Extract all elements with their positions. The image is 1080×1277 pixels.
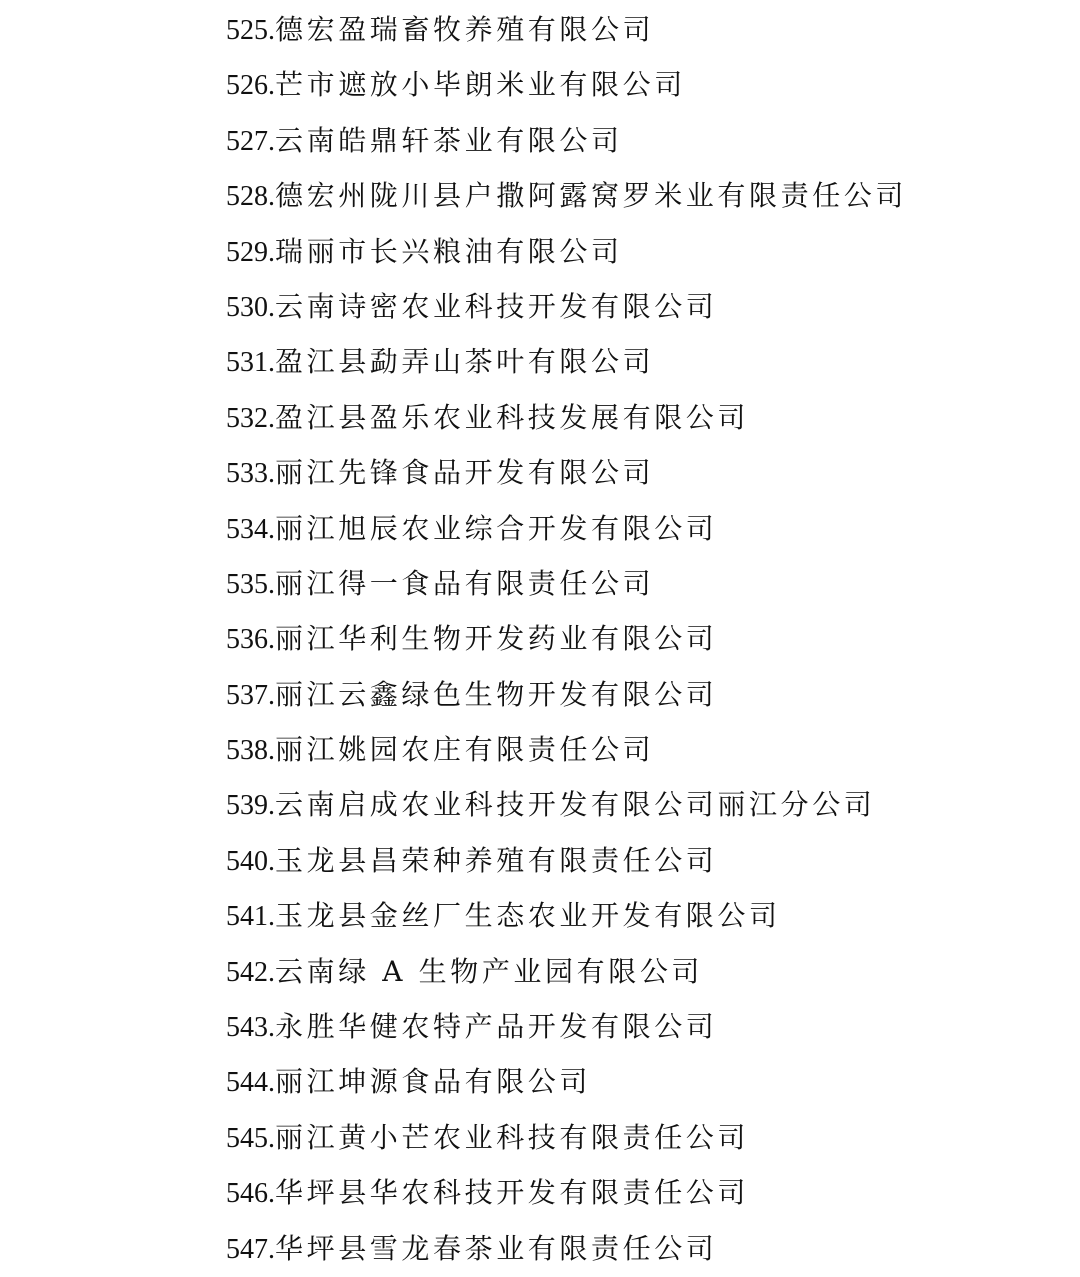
list-item xyxy=(226,944,1046,999)
company-name: 芒市遮放小毕朗米业有限公司 xyxy=(275,68,686,102)
list-item xyxy=(226,1110,1046,1165)
company-name: 丽江坤源食品有限公司 xyxy=(275,1065,592,1099)
company-list xyxy=(226,2,1046,1276)
company-name: 云南诗密农业科技开发有限公司 xyxy=(275,289,718,323)
list-item xyxy=(226,611,1046,666)
list-item xyxy=(226,445,1046,500)
list-item xyxy=(226,888,1046,943)
entry-number: 547. xyxy=(226,1233,275,1265)
list-item xyxy=(226,777,1046,832)
company-name: 华坪县华农科技开发有限责任公司 xyxy=(275,1176,750,1210)
entry-number: 534. xyxy=(226,513,275,545)
company-name: 丽江先锋食品开发有限公司 xyxy=(275,456,655,490)
list-item xyxy=(226,667,1046,722)
list-item xyxy=(226,501,1046,556)
company-name: 云南绿 A 生物产业园有限公司 xyxy=(275,954,704,988)
entry-number: 535. xyxy=(226,568,275,600)
entry-number: 537. xyxy=(226,679,275,711)
list-item xyxy=(226,833,1046,888)
list-item xyxy=(226,1165,1046,1220)
entry-number: 525. xyxy=(226,15,275,46)
entry-number: 541. xyxy=(226,901,275,933)
list-item xyxy=(226,334,1046,389)
entry-number: 546. xyxy=(226,1178,275,1210)
company-name: 盈江县勐弄山茶叶有限公司 xyxy=(275,345,655,379)
company-name: 丽江得一食品有限责任公司 xyxy=(275,566,655,600)
company-name: 瑞丽市长兴粮油有限公司 xyxy=(275,234,623,268)
entry-number: 531. xyxy=(226,347,275,379)
entry-number: 532. xyxy=(226,402,275,434)
list-item xyxy=(226,1054,1046,1109)
entry-number: 530. xyxy=(226,291,275,323)
company-name: 盈江县盈乐农业科技发展有限公司 xyxy=(275,400,750,434)
list-item xyxy=(226,279,1046,334)
list-item xyxy=(226,224,1046,279)
list-item xyxy=(226,168,1046,223)
list-item xyxy=(226,57,1046,112)
list-item xyxy=(226,2,1046,57)
list-item xyxy=(226,722,1046,777)
entry-number: 536. xyxy=(226,624,275,656)
company-name: 永胜华健农特产品开发有限公司 xyxy=(275,1010,718,1044)
company-name: 丽江黄小芒农业科技有限责任公司 xyxy=(275,1120,750,1154)
entry-number: 544. xyxy=(226,1067,275,1099)
company-name: 云南皓鼎轩茶业有限公司 xyxy=(275,123,623,157)
entry-number: 542. xyxy=(226,956,275,988)
list-item xyxy=(226,113,1046,168)
entry-number: 539. xyxy=(226,790,275,822)
company-name: 丽江旭辰农业综合开发有限公司 xyxy=(275,511,718,545)
company-name: 华坪县雪龙春茶业有限责任公司 xyxy=(275,1231,718,1265)
entry-number: 543. xyxy=(226,1012,275,1044)
entry-number: 526. xyxy=(226,70,275,102)
entry-number: 527. xyxy=(226,125,275,157)
entry-number: 528. xyxy=(226,181,275,213)
list-item xyxy=(226,556,1046,611)
company-name: 丽江云鑫绿色生物开发有限公司 xyxy=(275,677,718,711)
list-item xyxy=(226,390,1046,445)
entry-number: 540. xyxy=(226,845,275,877)
company-name: 玉龙县昌荣种养殖有限责任公司 xyxy=(275,843,718,877)
list-item xyxy=(226,999,1046,1054)
entry-number: 533. xyxy=(226,458,275,490)
list-item xyxy=(226,1221,1046,1276)
company-name: 玉龙县金丝厂生态农业开发有限公司 xyxy=(275,899,781,933)
company-name: 云南启成农业科技开发有限公司丽江分公司 xyxy=(275,788,876,822)
entry-number: 529. xyxy=(226,236,275,268)
entry-number: 538. xyxy=(226,735,275,767)
company-name: 丽江姚园农庄有限责任公司 xyxy=(275,733,655,767)
company-name: 德宏州陇川县户撒阿露窝罗米业有限责任公司 xyxy=(275,179,908,213)
company-name: 丽江华利生物开发药业有限公司 xyxy=(275,622,718,656)
entry-number: 545. xyxy=(226,1122,275,1154)
company-name: 德宏盈瑞畜牧养殖有限公司 xyxy=(275,13,655,46)
